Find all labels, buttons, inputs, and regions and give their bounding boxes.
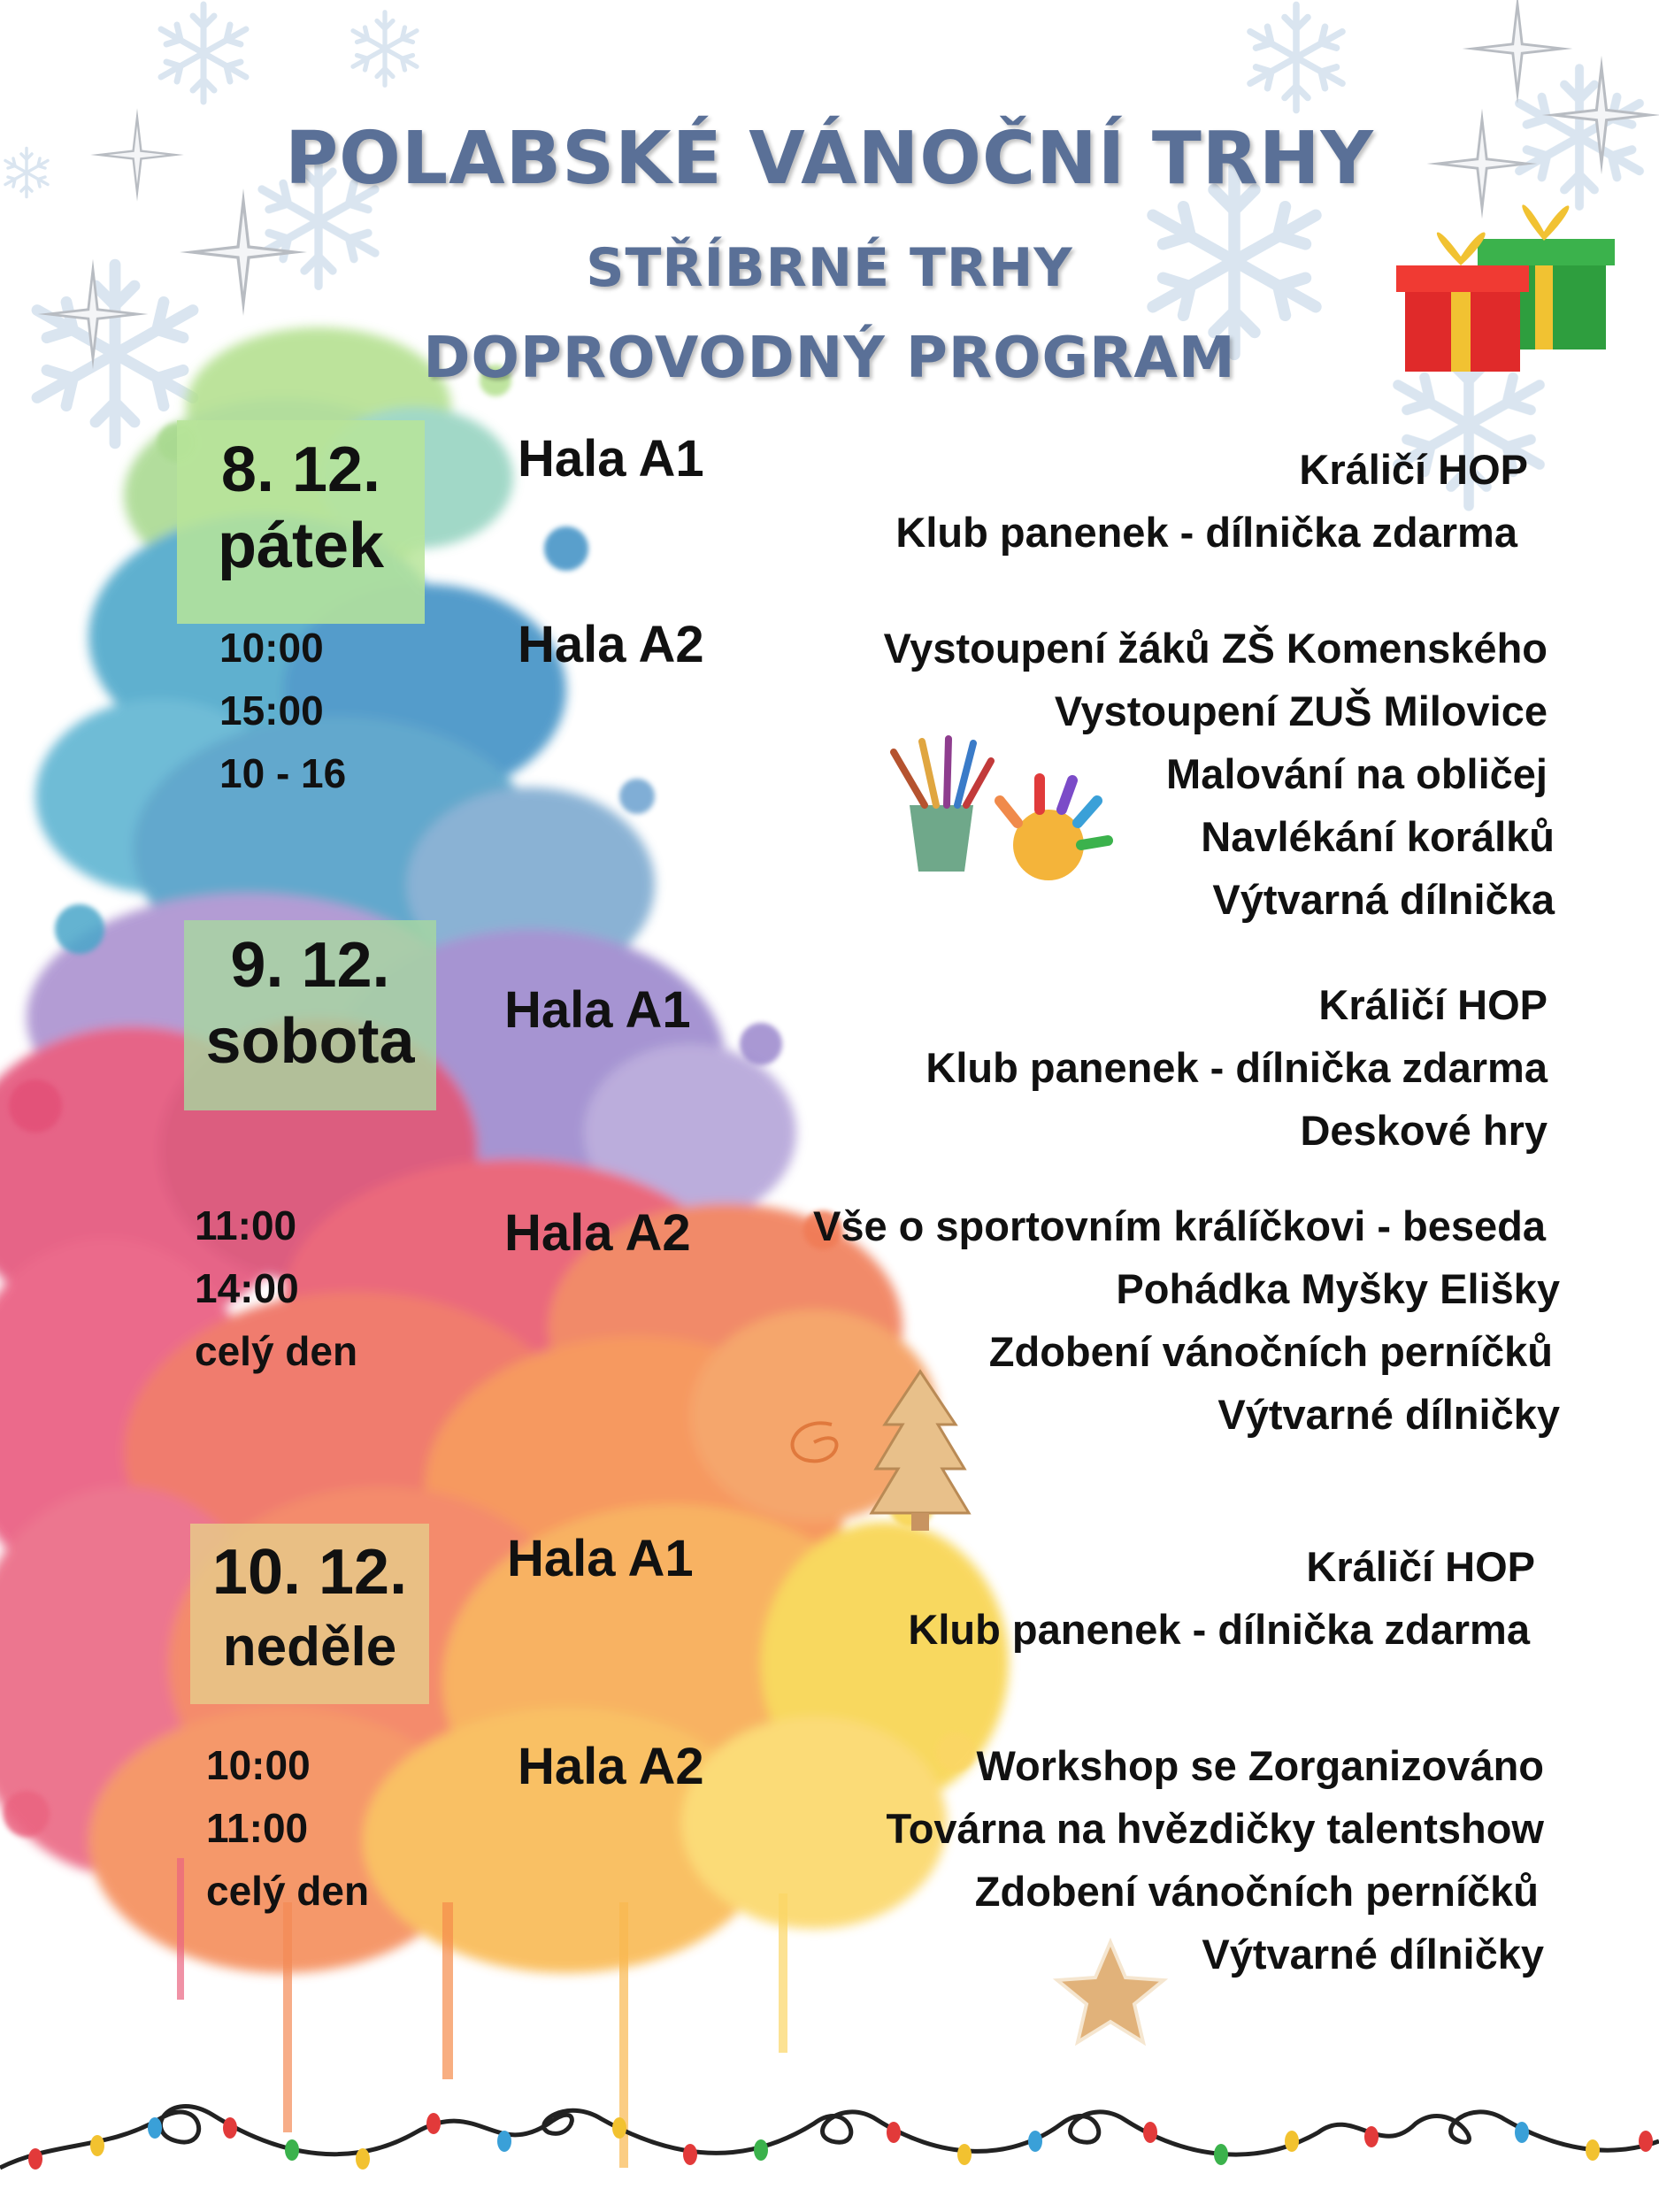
time-item: 10:00 bbox=[206, 1742, 311, 1788]
hall-label: Hala A1 bbox=[504, 981, 691, 1039]
event-item: Malování na obličej bbox=[1166, 750, 1548, 797]
event-item: Králičí HOP bbox=[1306, 1543, 1535, 1590]
poster-title: POLABSKÉ VÁNOČNÍ TRHY bbox=[285, 117, 1374, 201]
weekday-label: sobota bbox=[205, 1006, 415, 1077]
events-day1-hall-a1 bbox=[895, 438, 1528, 564]
event-item: Továrna na hvězdičky talentshow bbox=[886, 1805, 1544, 1852]
string-lights bbox=[0, 2107, 1659, 2170]
event-item: Pohádka Myšky Elišky bbox=[1116, 1265, 1560, 1312]
event-item: Workshop se Zorganizováno bbox=[976, 1742, 1544, 1789]
event-item: Výtvarné dílničky bbox=[1217, 1391, 1560, 1438]
hall-label: Hala A1 bbox=[507, 1530, 694, 1587]
event-item: Klub panenek - dílnička zdarma bbox=[895, 509, 1517, 556]
event-item: Králičí HOP bbox=[1299, 446, 1528, 493]
times-day3 bbox=[206, 1734, 369, 1923]
time-item: 15:00 bbox=[219, 687, 324, 733]
hall-label: Hala A2 bbox=[518, 1738, 704, 1795]
times-day2 bbox=[195, 1194, 357, 1383]
poster-subtitle: STŘÍBRNÉ TRHY bbox=[586, 237, 1073, 299]
events-day2-hall-a1 bbox=[926, 973, 1548, 1162]
time-item: celý den bbox=[206, 1868, 370, 1914]
events-day3-hall-a1 bbox=[908, 1535, 1535, 1661]
event-item: Králičí HOP bbox=[1318, 981, 1548, 1028]
event-item: Vše o sportovním králíčkovi - beseda bbox=[812, 1202, 1546, 1249]
time-item: 10 - 16 bbox=[219, 750, 347, 796]
date-label: 9. 12. bbox=[230, 930, 390, 1001]
event-item: Klub panenek - dílnička zdarma bbox=[908, 1606, 1530, 1653]
event-item: Vystoupení ZUŠ Milovice bbox=[1054, 687, 1548, 734]
events-day2-hall-a2 bbox=[813, 1194, 1560, 1446]
date-box-day3 bbox=[190, 1524, 429, 1704]
event-item: Navlékání korálků bbox=[1201, 813, 1555, 860]
event-item: Výtvarné dílničky bbox=[1202, 1931, 1544, 1978]
program-heading: DOPROVODNÝ PROGRAM bbox=[423, 326, 1236, 391]
times-day1 bbox=[219, 617, 346, 805]
events-day1-hall-a2 bbox=[884, 617, 1555, 931]
time-item: celý den bbox=[195, 1328, 358, 1374]
time-item: 11:00 bbox=[206, 1805, 309, 1851]
weekday-label: pátek bbox=[217, 511, 385, 581]
hall-label: Hala A2 bbox=[504, 1204, 691, 1262]
event-item: Deskové hry bbox=[1300, 1107, 1548, 1154]
hall-label: Hala A2 bbox=[518, 616, 704, 673]
time-item: 10:00 bbox=[219, 625, 324, 671]
date-box-day2 bbox=[184, 920, 436, 1110]
event-item: Výtvarná dílnička bbox=[1212, 876, 1555, 923]
date-box-day1 bbox=[177, 420, 425, 624]
event-item: Zdobení vánočních perníčků bbox=[974, 1868, 1539, 1915]
weekday-label: neděle bbox=[222, 1617, 397, 1678]
time-item: 11:00 bbox=[195, 1202, 297, 1248]
event-item: Zdobení vánočních perníčků bbox=[988, 1328, 1553, 1375]
time-item: 14:00 bbox=[195, 1265, 299, 1311]
event-item: Klub panenek - dílnička zdarma bbox=[926, 1044, 1548, 1091]
date-label: 8. 12. bbox=[220, 434, 381, 505]
hall-label: Hala A1 bbox=[518, 430, 704, 488]
events-day3-hall-a2 bbox=[886, 1734, 1544, 1985]
event-item: Vystoupení žáků ZŠ Komenského bbox=[883, 625, 1548, 672]
date-label: 10. 12. bbox=[211, 1537, 408, 1608]
